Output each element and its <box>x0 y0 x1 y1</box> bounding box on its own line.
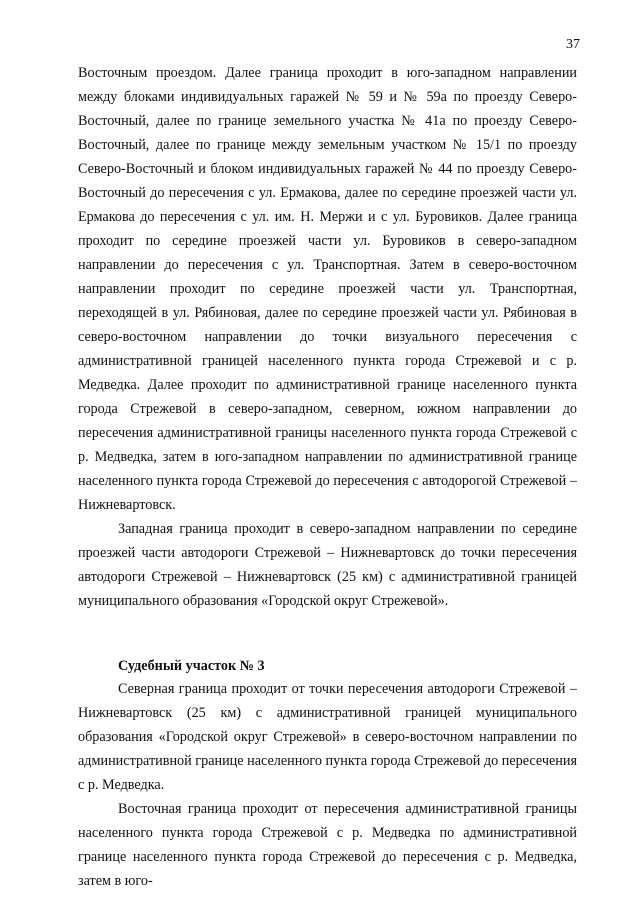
paragraph-east-border-continued: Восточным проездом. Далее граница проходит в юго-западном направлении между блоками индивидуальных гаражей № 59 и № 59а по проезду Северо-Восточный, далее по границе земельного участка № 41а по проезду Северо-Восточный, далее по границе между земельным участком № 15/1 по проезду Северо-Восточный и блоком индивидуальных гаражей № 44 по проезду Северо-Восточный до пересечения с ул. Ермакова, далее по середине проезжей части ул. Ермакова до пересечения с ул. им. Н. Мержи и с ул. Буровиков. Далее граница проходит по середине проезжей части ул. Буровиков в северо-западном направлении до пересечения с ул. Транспортная. Затем в северо-восточном направлении проходит по середине проезжей части ул. Транспортная, переходящей в ул. Рябиновая, далее по середине проезжей части ул. Рябиновая в северо-восточном направлении до точки визуального пересечения с административной границей населенного пункта города Стрежевой и с р. Медведка. Далее проходит по административной границе населенного пункта города Стрежевой в северо-западном, северном, южном направлении до пересечения административной границы населенного пункта города Стрежевой с р. Медведка, затем в юго-западном направлении по административной границе населенного пункта города Стрежевой до пересечения с автодорогой Стрежевой – Нижневартовск. <box>78 65 577 513</box>
paragraph-north-border: Северная граница проходит от точки пересечения автодороги Стрежевой – Нижневартовск (25 км) с административной границей муниципального образования «Городской округ Стрежевой» в северо-восточном направлении по административной границе населенного пункта города Стрежевой до пересечения с р. Медведка. <box>78 681 577 793</box>
document-body <box>78 61 577 893</box>
page-number: 37 <box>566 37 580 52</box>
paragraph-east-border: Восточная граница проходит от пересечения административной границы населенного пункта города Стрежевой с р. Медведка по административной границе населенного пункта города Стрежевой до пересечения с р. Медведка, затем в юго- <box>78 801 577 889</box>
paragraph-west-border: Западная граница проходит в северо-западном направлении по середине проезжей части автодороги Стрежевой – Нижневартовск до точки пересечения автодороги Стрежевой – Нижневартовск (25 км) с административной границей муниципального образования «Городской округ Стрежевой». <box>78 521 577 609</box>
section-heading: Судебный участок № 3 <box>118 658 265 674</box>
